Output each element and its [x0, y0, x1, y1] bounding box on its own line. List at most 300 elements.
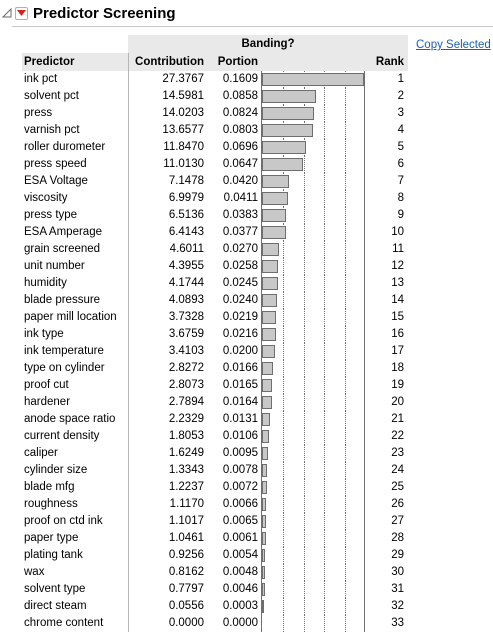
portion-bar-cell	[261, 564, 368, 581]
predictor-cell[interactable]: proof on ctd ink	[22, 513, 128, 530]
bar-gridline	[324, 530, 325, 547]
bar-gridline	[304, 564, 305, 581]
rank-cell: 7	[397, 175, 405, 187]
portion-bar-track	[261, 105, 365, 122]
portion-bar-cell	[261, 615, 368, 632]
contribution-cell: 0.0556	[168, 600, 204, 612]
portion-bar-track	[261, 479, 365, 496]
table-row[interactable]	[22, 71, 408, 88]
bar-gridline	[345, 275, 346, 292]
bar-gridline	[324, 343, 325, 360]
rank-cell: 4	[397, 124, 405, 136]
bar-gridline	[304, 513, 305, 530]
column-header-portion[interactable]: Portion	[207, 53, 261, 71]
predictor-cell[interactable]: ESA Amperage	[22, 224, 128, 241]
table-row[interactable]	[22, 241, 408, 258]
contribution-cell: 13.6577	[162, 124, 204, 136]
table-row[interactable]	[22, 326, 408, 343]
contribution-cell: 14.0203	[162, 107, 204, 119]
table-row[interactable]	[22, 122, 408, 139]
bar-gridline	[304, 615, 305, 632]
portion-bar-track	[261, 547, 365, 564]
portion-bar-cell	[261, 513, 368, 530]
bar-gridline	[324, 122, 325, 139]
portion-cell: 0.0165	[222, 379, 258, 391]
table-body	[22, 71, 408, 632]
portion-bar	[262, 498, 266, 511]
portion-bar-cell	[261, 292, 368, 309]
table-row[interactable]	[22, 462, 408, 479]
portion-bar-track	[261, 71, 365, 88]
contribution-cell: 6.9979	[168, 192, 204, 204]
portion-bar-track	[261, 428, 365, 445]
table-row[interactable]	[22, 309, 408, 326]
bar-gridline	[345, 411, 346, 428]
portion-bar-cell	[261, 190, 368, 207]
predictor-cell[interactable]: roller durometer	[22, 139, 128, 156]
portion-bar-track	[261, 496, 365, 513]
portion-cell: 0.0245	[222, 277, 258, 289]
bar-gridline	[304, 190, 305, 207]
rank-cell: 29	[391, 549, 405, 561]
bar-gridline	[283, 360, 284, 377]
predictor-cell[interactable]: wax	[22, 564, 128, 581]
bar-gridline	[304, 275, 305, 292]
bar-gridline	[283, 564, 284, 581]
contribution-cell: 2.2329	[168, 413, 204, 425]
portion-bar-track	[261, 530, 365, 547]
portion-bar-track	[261, 377, 365, 394]
rank-cell: 8	[397, 192, 405, 204]
red-menu-triangle-icon[interactable]	[15, 7, 28, 20]
portion-bar-track	[261, 326, 365, 343]
table-row[interactable]	[22, 224, 408, 241]
portion-cell: 0.0270	[222, 243, 258, 255]
bar-gridline	[304, 581, 305, 598]
portion-bar	[262, 396, 272, 409]
portion-bar	[262, 209, 286, 222]
bar-gridline	[283, 394, 284, 411]
predictor-cell[interactable]: anode space ratio	[22, 411, 128, 428]
rank-cell: 3	[397, 107, 405, 119]
predictor-cell[interactable]: type on cylinder	[22, 360, 128, 377]
portion-cell: 0.0858	[222, 90, 258, 102]
rank-cell: 12	[391, 260, 405, 272]
portion-bar-track	[261, 462, 365, 479]
bar-gridline	[345, 615, 346, 632]
portion-cell: 0.0095	[222, 447, 258, 459]
predictor-cell[interactable]: roughness	[22, 496, 128, 513]
table-row[interactable]	[22, 615, 408, 632]
disclosure-triangle-icon[interactable]	[2, 8, 12, 18]
contribution-cell: 1.1017	[168, 515, 204, 527]
table-row[interactable]	[22, 292, 408, 309]
portion-bar	[262, 107, 314, 120]
rank-cell: 18	[391, 362, 405, 374]
bar-gridline	[345, 309, 346, 326]
bar-gridline	[324, 445, 325, 462]
predictor-cell[interactable]: blade pressure	[22, 292, 128, 309]
portion-cell: 0.0240	[222, 294, 258, 306]
bar-gridline	[324, 564, 325, 581]
portion-cell: 0.0824	[222, 107, 258, 119]
table-row[interactable]	[22, 547, 408, 564]
portion-bar-cell	[261, 224, 368, 241]
bar-gridline	[345, 105, 346, 122]
column-header-rank[interactable]: Rank	[368, 53, 408, 71]
portion-cell: 0.0131	[222, 413, 258, 425]
predictor-cell[interactable]: proof cut	[22, 377, 128, 394]
table-row[interactable]	[22, 275, 408, 292]
portion-bar-cell	[261, 547, 368, 564]
bar-gridline	[283, 258, 284, 275]
contribution-cell: 0.0000	[168, 617, 204, 629]
portion-cell: 0.0219	[222, 311, 258, 323]
portion-cell: 0.0166	[222, 362, 258, 374]
bar-gridline	[304, 258, 305, 275]
bar-gridline	[324, 428, 325, 445]
predictor-cell[interactable]: ESA Voltage	[22, 173, 128, 190]
portion-bar-track	[261, 343, 365, 360]
portion-bar-track	[261, 598, 365, 615]
predictor-cell[interactable]: ink pct	[22, 71, 128, 88]
portion-bar-cell	[261, 598, 368, 615]
table-row[interactable]	[22, 343, 408, 360]
bar-gridline	[283, 615, 284, 632]
bar-gridline	[324, 207, 325, 224]
portion-bar	[262, 379, 272, 392]
report-header	[0, 2, 493, 26]
contribution-cell: 1.2237	[168, 481, 204, 493]
bar-gridline	[324, 377, 325, 394]
rank-cell: 31	[391, 583, 405, 595]
predictor-cell[interactable]: paper type	[22, 530, 128, 547]
table-row[interactable]	[22, 598, 408, 615]
report-title: Predictor Screening	[33, 5, 176, 22]
contribution-cell: 1.8053	[168, 430, 204, 442]
predictor-cell[interactable]: cylinder size	[22, 462, 128, 479]
bar-gridline	[324, 224, 325, 241]
bar-gridline	[283, 479, 284, 496]
portion-bar-cell	[261, 241, 368, 258]
group-header-row	[22, 35, 408, 53]
rank-cell: 13	[391, 277, 405, 289]
rank-cell: 14	[391, 294, 405, 306]
portion-bar	[262, 294, 277, 307]
predictor-cell[interactable]: chrome content	[22, 615, 128, 632]
portion-bar-cell	[261, 122, 368, 139]
table-row[interactable]	[22, 496, 408, 513]
bar-gridline	[345, 581, 346, 598]
bar-gridline	[304, 530, 305, 547]
predictor-cell[interactable]: plating tank	[22, 547, 128, 564]
bar-gridline	[345, 190, 346, 207]
portion-bar	[262, 515, 266, 528]
portion-bar-cell	[261, 258, 368, 275]
portion-cell: 0.0200	[222, 345, 258, 357]
bar-gridline	[283, 326, 284, 343]
rank-cell: 20	[391, 396, 405, 408]
bar-gridline	[324, 173, 325, 190]
copy-selected-link[interactable]: Copy Selected	[416, 39, 491, 51]
contribution-cell: 0.7797	[168, 583, 204, 595]
contribution-cell: 14.5981	[162, 90, 204, 102]
rank-cell: 6	[397, 158, 405, 170]
contribution-cell: 1.1170	[169, 498, 204, 510]
predictor-cell[interactable]: direct steam	[22, 598, 128, 615]
bar-gridline	[283, 462, 284, 479]
portion-bar-track	[261, 615, 365, 632]
rank-cell: 25	[391, 481, 405, 493]
bar-gridline	[283, 530, 284, 547]
contribution-cell: 3.6759	[168, 328, 204, 340]
bar-gridline	[304, 428, 305, 445]
portion-bar	[262, 566, 265, 579]
rank-cell: 26	[391, 498, 405, 510]
portion-bar	[262, 464, 267, 477]
column-header-contribution[interactable]: Contribution	[128, 53, 207, 71]
bar-gridline	[324, 139, 325, 156]
bar-gridline	[304, 445, 305, 462]
portion-bar	[262, 243, 279, 256]
contribution-cell: 6.5136	[168, 209, 204, 221]
bar-gridline	[283, 581, 284, 598]
portion-bar	[262, 158, 303, 171]
portion-bar	[262, 277, 278, 290]
table-row[interactable]	[22, 190, 408, 207]
contribution-cell: 1.6249	[168, 447, 204, 459]
portion-cell: 0.0046	[222, 583, 258, 595]
portion-bar-cell	[261, 360, 368, 377]
portion-bar-track	[261, 564, 365, 581]
rank-cell: 21	[391, 413, 405, 425]
contribution-cell: 2.7894	[168, 396, 204, 408]
bar-gridline	[304, 411, 305, 428]
table-row[interactable]	[22, 139, 408, 156]
rank-cell: 15	[391, 311, 405, 323]
column-header-portion-bar	[261, 53, 368, 71]
portion-bar	[262, 124, 313, 137]
table-row[interactable]	[22, 394, 408, 411]
portion-bar-track	[261, 581, 365, 598]
table-row[interactable]	[22, 479, 408, 496]
table-row[interactable]	[22, 173, 408, 190]
portion-bar	[262, 192, 288, 205]
portion-bar-track	[261, 190, 365, 207]
rank-cell: 10	[391, 226, 405, 238]
predictor-cell[interactable]: ink temperature	[22, 343, 128, 360]
table-row[interactable]	[22, 88, 408, 105]
portion-bar-cell	[261, 479, 368, 496]
predictor-cell[interactable]: caliper	[22, 445, 128, 462]
bar-gridline	[345, 445, 346, 462]
portion-bar	[262, 226, 286, 239]
bar-gridline	[304, 496, 305, 513]
bar-gridline	[304, 598, 305, 615]
rank-cell: 32	[391, 600, 405, 612]
bar-gridline	[345, 173, 346, 190]
bar-gridline	[324, 615, 325, 632]
portion-bar	[262, 583, 265, 596]
portion-bar-track	[261, 513, 365, 530]
portion-bar-track	[261, 156, 365, 173]
bar-gridline	[345, 343, 346, 360]
contribution-cell: 4.3955	[168, 260, 204, 272]
bar-gridline	[345, 598, 346, 615]
portion-bar-cell	[261, 173, 368, 190]
predictor-cell[interactable]: press type	[22, 207, 128, 224]
table-row[interactable]	[22, 156, 408, 173]
contribution-cell: 1.0461	[168, 532, 204, 544]
bar-gridline	[345, 258, 346, 275]
contribution-cell: 2.8073	[168, 379, 204, 391]
bar-gridline	[324, 496, 325, 513]
bar-gridline	[283, 309, 284, 326]
bar-gridline	[345, 377, 346, 394]
bar-gridline	[345, 428, 346, 445]
bar-gridline	[304, 394, 305, 411]
portion-bar-track	[261, 224, 365, 241]
rank-cell: 22	[391, 430, 405, 442]
portion-bar-cell	[261, 326, 368, 343]
predictor-cell[interactable]: unit number	[22, 258, 128, 275]
bar-gridline	[345, 496, 346, 513]
portion-bar-track	[261, 360, 365, 377]
portion-bar-track	[261, 292, 365, 309]
portion-bar-cell	[261, 105, 368, 122]
portion-bar-cell	[261, 309, 368, 326]
bar-gridline	[345, 207, 346, 224]
portion-bar-cell	[261, 156, 368, 173]
predictor-cell[interactable]: current density	[22, 428, 128, 445]
table-row[interactable]	[22, 105, 408, 122]
portion-bar-cell	[261, 428, 368, 445]
portion-bar-track	[261, 241, 365, 258]
table-row[interactable]	[22, 513, 408, 530]
bar-gridline	[324, 581, 325, 598]
table-row[interactable]	[22, 564, 408, 581]
predictor-cell[interactable]: press	[22, 105, 128, 122]
contribution-cell: 7.1478	[168, 175, 204, 187]
table-row[interactable]	[22, 428, 408, 445]
portion-cell: 0.0065	[222, 515, 258, 527]
bar-gridline	[345, 241, 346, 258]
table-row[interactable]	[22, 581, 408, 598]
bar-gridline	[283, 513, 284, 530]
portion-bar-cell	[261, 71, 368, 88]
bar-gridline	[345, 513, 346, 530]
predictor-cell[interactable]: humidity	[22, 275, 128, 292]
contribution-cell: 4.1744	[168, 277, 204, 289]
contribution-cell: 6.4143	[168, 226, 204, 238]
group-header-spacer	[22, 35, 128, 53]
predictor-cell[interactable]: hardener	[22, 394, 128, 411]
rank-cell: 1	[397, 73, 405, 85]
predictor-cell[interactable]: grain screened	[22, 241, 128, 258]
portion-bar-cell	[261, 496, 368, 513]
bar-gridline	[283, 547, 284, 564]
rank-cell: 5	[397, 141, 405, 153]
portion-bar-cell	[261, 462, 368, 479]
bar-gridline	[345, 139, 346, 156]
portion-cell: 0.0048	[222, 566, 258, 578]
bar-gridline	[283, 598, 284, 615]
portion-cell: 0.0258	[222, 260, 258, 272]
bar-gridline	[304, 292, 305, 309]
portion-cell: 0.0000	[222, 617, 258, 629]
portion-bar-cell	[261, 445, 368, 462]
header-divider	[12, 26, 493, 27]
predictor-cell[interactable]: varnish pct	[22, 122, 128, 139]
bar-gridline	[324, 88, 325, 105]
portion-bar-track	[261, 207, 365, 224]
column-header-predictor[interactable]: Predictor	[22, 53, 128, 71]
predictor-cell[interactable]: blade mfg	[22, 479, 128, 496]
table-row[interactable]	[22, 377, 408, 394]
portion-bar-track	[261, 309, 365, 326]
bar-gridline	[283, 275, 284, 292]
portion-bar-track	[261, 411, 365, 428]
table-row[interactable]	[22, 530, 408, 547]
rank-cell: 33	[391, 617, 405, 629]
portion-bar-cell	[261, 275, 368, 292]
portion-bar-cell	[261, 88, 368, 105]
portion-cell: 0.0164	[222, 396, 258, 408]
bar-gridline	[283, 445, 284, 462]
bar-gridline	[345, 479, 346, 496]
table-row[interactable]	[22, 258, 408, 275]
bar-gridline	[324, 309, 325, 326]
contribution-cell: 0.9256	[168, 549, 204, 561]
portion-bar	[262, 175, 289, 188]
portion-cell: 0.0061	[222, 532, 258, 544]
table-row[interactable]	[22, 360, 408, 377]
table-row[interactable]	[22, 207, 408, 224]
bar-gridline	[304, 547, 305, 564]
predictor-cell[interactable]: solvent pct	[22, 88, 128, 105]
predictor-cell[interactable]: solvent type	[22, 581, 128, 598]
portion-bar-cell	[261, 530, 368, 547]
bar-gridline	[324, 547, 325, 564]
portion-cell: 0.0066	[222, 498, 258, 510]
predictor-cell[interactable]: viscosity	[22, 190, 128, 207]
contribution-cell: 2.8272	[168, 362, 204, 374]
portion-bar-track	[261, 122, 365, 139]
rank-cell: 9	[397, 209, 405, 221]
portion-bar-track	[261, 88, 365, 105]
bar-gridline	[283, 343, 284, 360]
rank-cell: 17	[391, 345, 405, 357]
portion-bar	[262, 90, 316, 103]
contribution-cell: 4.6011	[169, 243, 204, 255]
portion-bar-track	[261, 445, 365, 462]
portion-bar	[262, 260, 278, 273]
predictor-cell[interactable]: ink type	[22, 326, 128, 343]
rank-cell: 24	[391, 464, 405, 476]
bar-gridline	[304, 224, 305, 241]
predictor-cell[interactable]: paper mill location	[22, 309, 128, 326]
table-row[interactable]	[22, 411, 408, 428]
bar-gridline	[324, 598, 325, 615]
bar-gridline	[304, 462, 305, 479]
predictor-cell[interactable]: press speed	[22, 156, 128, 173]
bar-gridline	[345, 530, 346, 547]
bar-gridline	[324, 411, 325, 428]
contribution-cell: 27.3767	[162, 73, 204, 85]
table-row[interactable]	[22, 445, 408, 462]
contribution-cell: 4.0893	[168, 294, 204, 306]
portion-cell: 0.1609	[222, 73, 258, 85]
